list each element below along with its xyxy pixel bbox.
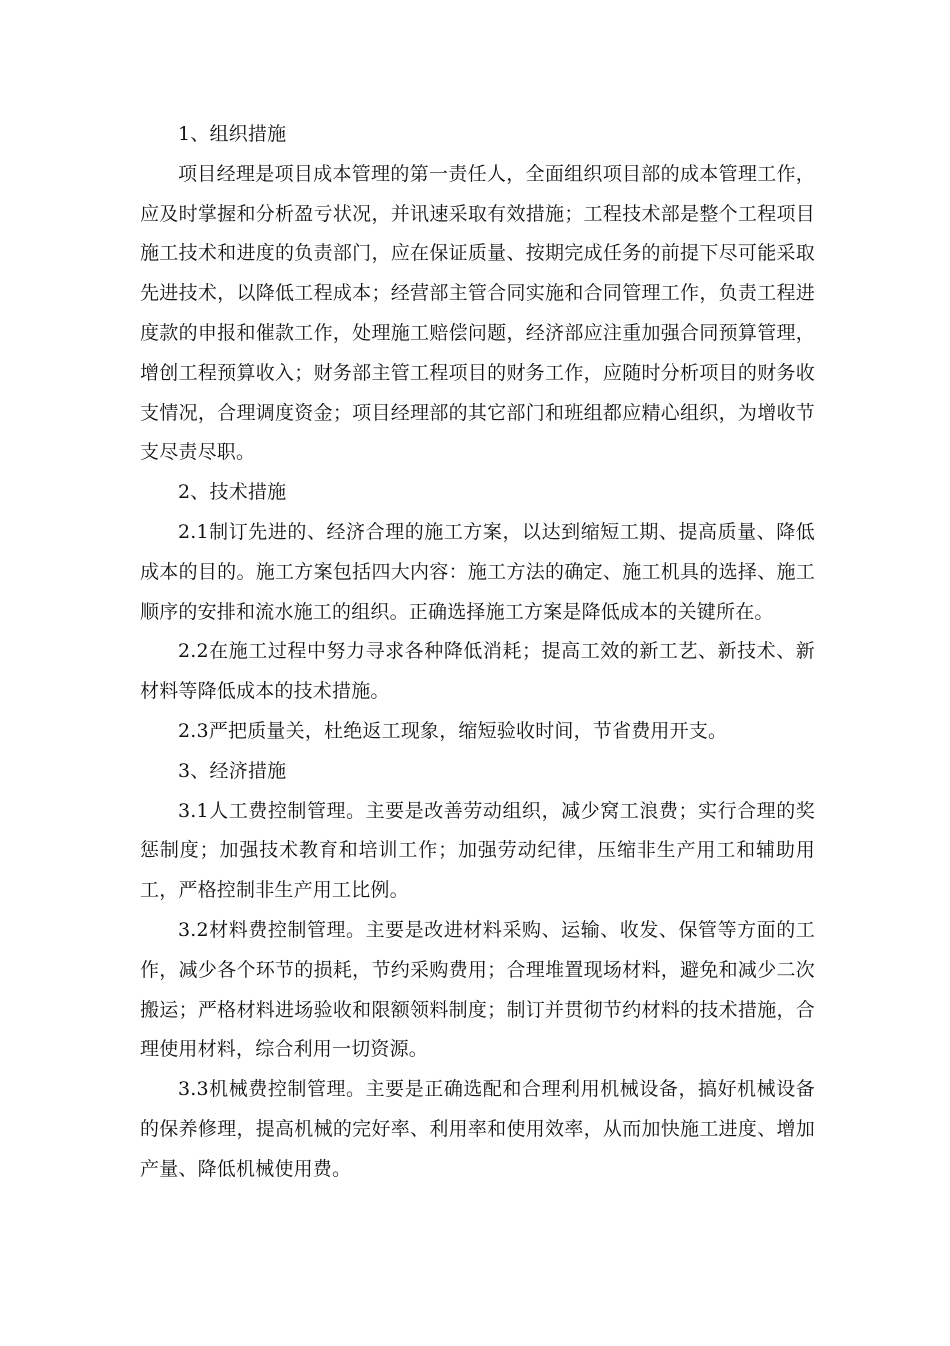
paragraph-economic-3-3: 3.3机械费控制管理。主要是正确选配和合理利用机械设备，搞好机械设备的保养修理，提高机械的完好率、利用率和使用效率，从而加快施工进度、增加产量、降低机械使用费。: [140, 1078, 815, 1180]
paragraph-economic-3-2: 3.2材料费控制管理。主要是改进材料采购、运输、收发、保管等方面的工作，减少各个环节的损耗，节约采购费用；合理堆置现场材料，避免和减少二次搬运；严格材料进场验收和限额领料制度；制订并贯彻节约材料的技术措施，合理使用材料，综合利用一切资源。: [140, 918, 815, 1061]
paragraph-economic-3-1: 3.1人工费控制管理。主要是改善劳动组织，减少窝工浪费；实行合理的奖惩制度；加强技术教育和培训工作；加强劳动纪律，压缩非生产用工和辅助用工，严格控制非生产用工比例。: [140, 799, 815, 902]
paragraph-organizational-measures: 项目经理是项目成本管理的第一责任人，全面组织项目部的成本管理工作，应及时掌握和分析盈亏状况，并讯速采取有效措施；工程技术部是整个工程项目施工技术和进度的负责部门，应在保证质量、按期完成任务的前提下尽可能采取先进技术，以降低工程成本；经营部主管合同实施和合同管理工作，负责工程进度款的申报和催款工作，处理施工赔偿问题，经济部应注重加强合同预算管理，增创工程预算收入；财务部主管工程项目的财务工作，应随时分析项目的财务收支情况，合理调度资金；项目经理部的其它部门和班组都应精心组织，为增收节支尽责尽职。: [140, 162, 815, 464]
paragraph-technical-2-2: 2.2在施工过程中努力寻求各种降低消耗；提高工效的新工艺、新技术、新材料等降低成本的技术措施。: [140, 640, 815, 703]
document-body: [140, 115, 815, 1190]
heading-organizational-measures: 1、组织措施: [178, 123, 287, 145]
heading-economic-measures: 3、经济措施: [178, 759, 287, 782]
paragraph-technical-2-1: 2.1制订先进的、经济合理的施工方案，以达到缩短工期、提高质量、降低成本的目的。施工方案包括四大内容：施工方法的确定、施工机具的选择、施工顺序的安排和流水施工的组织。正确选择施工方案是降低成本的关键所在。: [140, 520, 815, 623]
paragraph-technical-2-3: 2.3严把质量关，杜绝返工现象，缩短验收时间，节省费用开支。: [178, 719, 728, 742]
heading-technical-measures: 2、技术措施: [178, 481, 287, 504]
